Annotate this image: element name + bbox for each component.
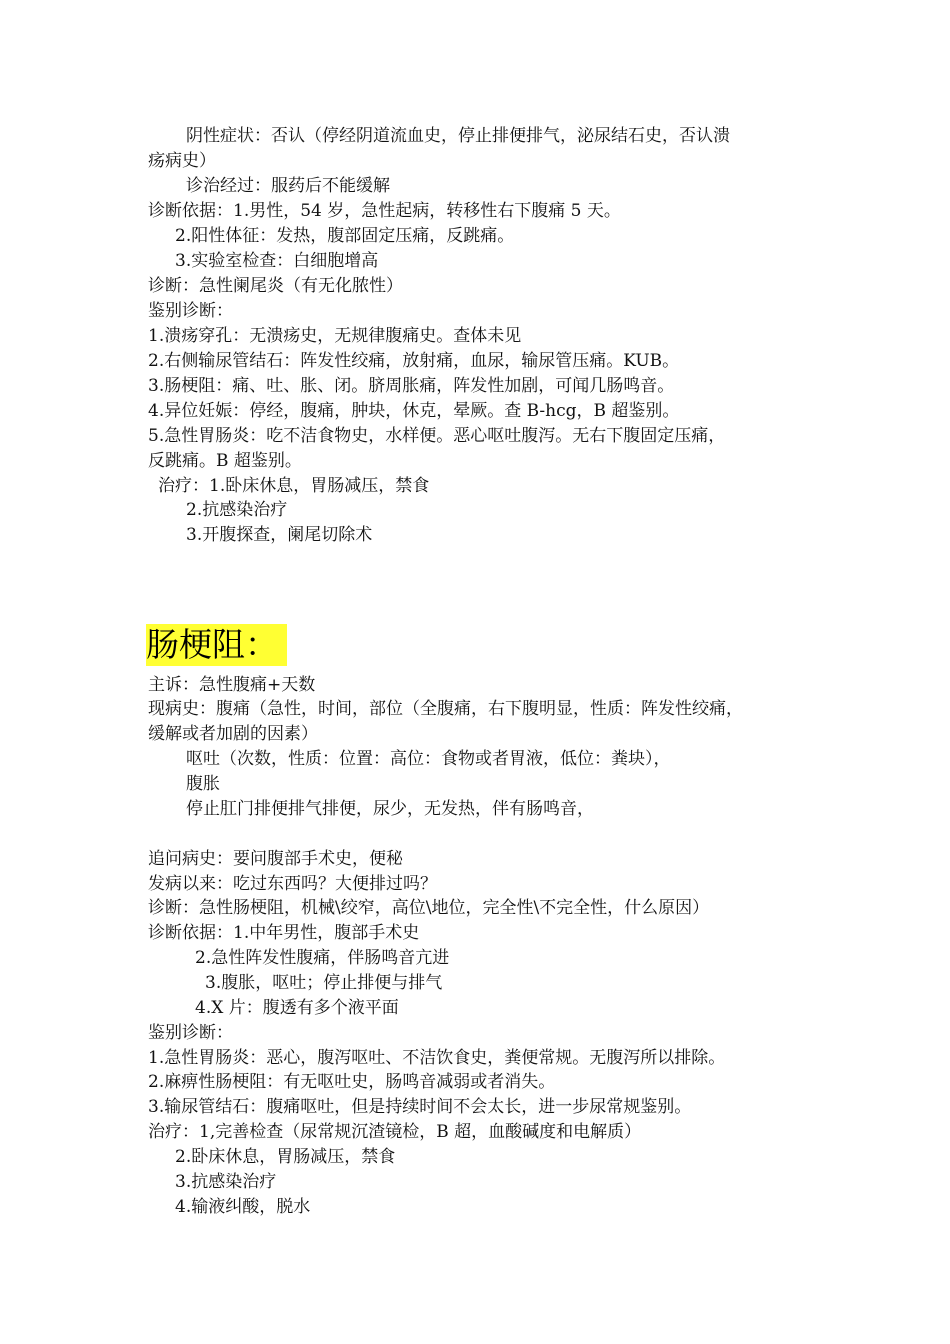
text-line: 现病史：腹痛（急性，时间，部位（全腹痛，右下腹明显，性质：阵发性绞痛， [148, 699, 743, 719]
text-line: 5.急性胃肠炎：吃不洁食物史，水样便。恶心呕吐腹泻。无右下腹固定压痛， [148, 426, 726, 446]
text-line: 治疗：1,完善检查（尿常规沉渣镜检，B 超，血酸碱度和电解质） [148, 1122, 642, 1142]
text-line: 3.输尿管结石：腹痛呕吐，但是持续时间不会太长，进一步尿常规鉴别。 [148, 1097, 692, 1117]
text-line: 4.异位妊娠：停经，腹痛，肿块，休克，晕厥。查 B-hcg，B 超鉴别。 [148, 401, 680, 421]
text-line: 诊断依据：1.男性，54 岁，急性起病，转移性右下腹痛 5 天。 [148, 201, 621, 221]
section-heading: 肠梗阻： [146, 624, 287, 666]
text-line: 1.急性胃肠炎：恶心，腹泻呕吐、不洁饮食史，粪便常规。无腹泻所以排除。 [148, 1048, 726, 1068]
text-line: 治疗：1.卧床休息，胃肠减压，禁食 [158, 476, 430, 496]
text-line: 诊断：急性阑尾炎（有无化脓性） [148, 276, 403, 296]
text-line: 3.开腹探查，阑尾切除术 [186, 525, 373, 545]
text-line: 疡病史） [148, 151, 216, 171]
text-line: 发病以来：吃过东西吗？大便排过吗？ [148, 874, 437, 894]
text-line: 2.卧床休息，胃肠减压，禁食 [175, 1147, 396, 1167]
text-line: 反跳痛。B 超鉴别。 [148, 451, 302, 471]
text-line: 追问病史：要问腹部手术史，便秘 [148, 849, 403, 869]
text-line: 3.实验室检查：白细胞增高 [175, 251, 379, 271]
text-line: 主诉：急性腹痛+天数 [148, 675, 316, 695]
text-line: 2.抗感染治疗 [186, 500, 288, 520]
text-line: 2.阳性体征：发热，腹部固定压痛，反跳痛。 [175, 226, 515, 246]
text-line: 2.右侧输尿管结石：阵发性绞痛，放射痛，血尿，输尿管压痛。KUB。 [148, 351, 680, 371]
text-line: 诊治经过：服药后不能缓解 [186, 176, 390, 196]
text-line: 4.输液纠酸，脱水 [175, 1197, 311, 1217]
text-line: 缓解或者加剧的因素） [148, 724, 318, 744]
text-line: 阴性症状：否认（停经阴道流血史，停止排便排气，泌尿结石史，否认溃 [186, 126, 730, 146]
text-line: 停止肛门排便排气排便，尿少，无发热，伴有肠鸣音， [186, 799, 594, 819]
text-line: 3.抗感染治疗 [175, 1172, 277, 1192]
text-line: 腹胀 [186, 774, 220, 794]
text-line: 2.急性阵发性腹痛，伴肠鸣音亢进 [195, 948, 450, 968]
text-line: 3.肠梗阻：痛、吐、胀、闭。脐周胀痛，阵发性加剧，可闻几肠鸣音。 [148, 376, 675, 396]
text-line: 诊断依据：1.中年男性，腹部手术史 [148, 923, 420, 943]
text-line: 鉴别诊断： [148, 301, 233, 321]
text-line: 2.麻痹性肠梗阻：有无呕吐史，肠鸣音减弱或者消失。 [148, 1072, 556, 1092]
text-line: 1.溃疡穿孔：无溃疡史，无规律腹痛史。查体未见 [148, 326, 522, 346]
text-line: 诊断：急性肠梗阻，机械\绞窄，高位\地位，完全性\不完全性，什么原因） [148, 898, 710, 918]
text-line: 4.X 片：腹透有多个液平面 [195, 998, 399, 1018]
text-line: 呕吐（次数，性质：位置：高位：食物或者胃液，低位：粪块）， [186, 749, 671, 769]
text-line: 3.腹胀，呕吐；停止排便与排气 [205, 973, 443, 993]
text-line: 鉴别诊断： [148, 1023, 233, 1043]
